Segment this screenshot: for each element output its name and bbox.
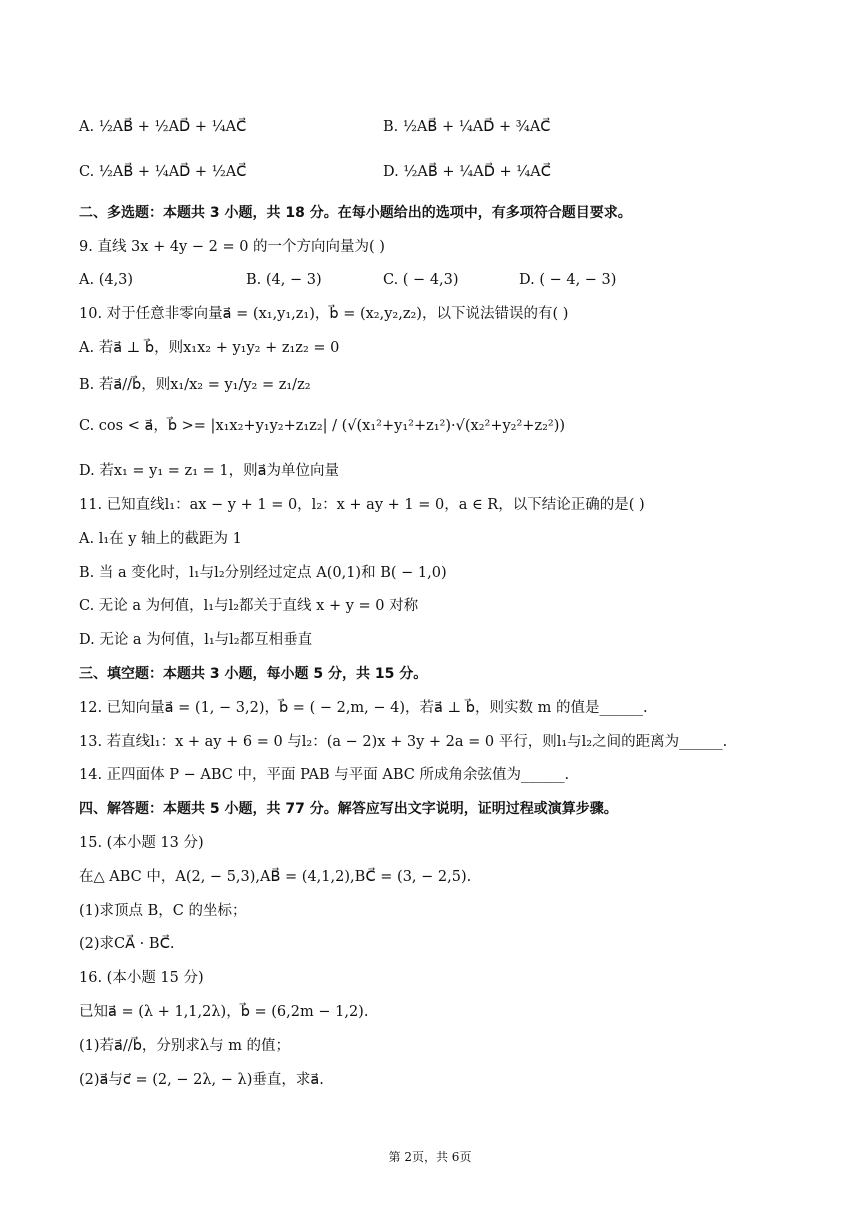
q13-text: 13. 若直线l₁：x + ay + 6 = 0 与l₂：(a − 2)x + 3y + 2a = 0 平行，则l₁与l₂之间的距离为______.	[79, 734, 728, 750]
q8-option-a: A. ½AB⃗ + ½AD⃗ + ¼AC⃗	[79, 119, 247, 135]
q16-part1: (1)若a⃗//b⃗，分别求λ与 m 的值；	[79, 1038, 291, 1054]
q9-option-d: D. ( − 4, − 3)	[519, 272, 617, 288]
q16-part2: (2)a⃗与c⃗ = (2, − 2λ, − λ)垂直，求a⃗.	[79, 1072, 324, 1088]
q9-option-a: A. (4,3)	[79, 272, 134, 288]
q8-option-d: D. ½AB⃗ + ¼AD⃗ + ¼AC⃗	[383, 164, 551, 180]
q14-text: 14. 正四面体 P − ABC 中，平面 PAB 与平面 ABC 所成角余弦值为______.	[79, 767, 570, 783]
section-heading-fill-blank: 三、填空题：本题共 3 小题，每小题 5 分，共 15 分。	[79, 666, 428, 682]
q10-option-a: A. 若a⃗ ⊥ b⃗，则x₁x₂ + y₁y₂ + z₁z₂ = 0	[79, 340, 340, 356]
q16-header: 16. (本小题 15 分)	[79, 970, 204, 986]
q11-option-b: B. 当 a 变化时，l₁与l₂分别经过定点 A(0,1)和 B( − 1,0)	[79, 565, 447, 581]
page-footer: 第 2页，共 6页	[388, 1150, 472, 1164]
q10-option-b: B. 若a⃗//b⃗，则x₁/x₂ = y₁/y₂ = z₁/z₂	[79, 377, 311, 393]
q15-header: 15. (本小题 13 分)	[79, 835, 204, 851]
q9-stem: 9. 直线 3x + 4y − 2 = 0 的一个方向向量为( )	[79, 239, 385, 255]
q11-stem: 11. 已知直线l₁：ax − y + 1 = 0，l₂：x + ay + 1 = 0，a ∈ R，以下结论正确的是( )	[79, 497, 645, 513]
q15-part2: (2)求CA⃗ · BC⃗.	[79, 936, 175, 952]
q9-option-c: C. ( − 4,3)	[383, 272, 459, 288]
q10-stem: 10. 对于任意非零向量a⃗ = (x₁,y₁,z₁)，b⃗ = (x₂,y₂,z₂)，以下说法错误的有( )	[79, 306, 569, 322]
q10-option-c: C. cos < a⃗，b⃗ >= |x₁x₂+y₁y₂+z₁z₂| / (√(x₁²+y₁²+z₁²)·√(x₂²+y₂²+z₂²))	[79, 418, 566, 434]
section-heading-solutions: 四、解答题：本题共 5 小题，共 77 分。解答应写出文字说明，证明过程或演算步骤。	[79, 801, 618, 817]
q8-option-b: B. ½AB⃗ + ¼AD⃗ + ¾AC⃗	[383, 119, 551, 135]
q11-option-c: C. 无论 a 为何值，l₁与l₂都关于直线 x + y = 0 对称	[79, 598, 419, 614]
q11-option-a: A. l₁在 y 轴上的截距为 1	[79, 531, 242, 547]
q10-option-d: D. 若x₁ = y₁ = z₁ = 1，则a⃗为单位向量	[79, 463, 339, 479]
q8-option-c: C. ½AB⃗ + ¼AD⃗ + ½AC⃗	[79, 164, 247, 180]
q15-stem: 在△ ABC 中，A(2, − 5,3),AB⃗ = (4,1,2),BC⃗ = (3, − 2,5).	[79, 869, 472, 885]
q11-option-d: D. 无论 a 为何值，l₁与l₂都互相垂直	[79, 632, 313, 648]
q16-stem: 已知a⃗ = (λ + 1,1,2λ)，b⃗ = (6,2m − 1,2).	[79, 1004, 369, 1020]
q12-text: 12. 已知向量a⃗ = (1, − 3,2)，b⃗ = ( − 2,m, − 4)，若a⃗ ⊥ b⃗，则实数 m 的值是______.	[79, 700, 648, 716]
q9-option-b: B. (4, − 3)	[246, 272, 322, 288]
q15-part1: (1)求顶点 B，C 的坐标；	[79, 903, 247, 919]
section-heading-multiple-choice: 二、多选题：本题共 3 小题，共 18 分。在每小题给出的选项中，有多项符合题目要求。	[79, 205, 632, 221]
